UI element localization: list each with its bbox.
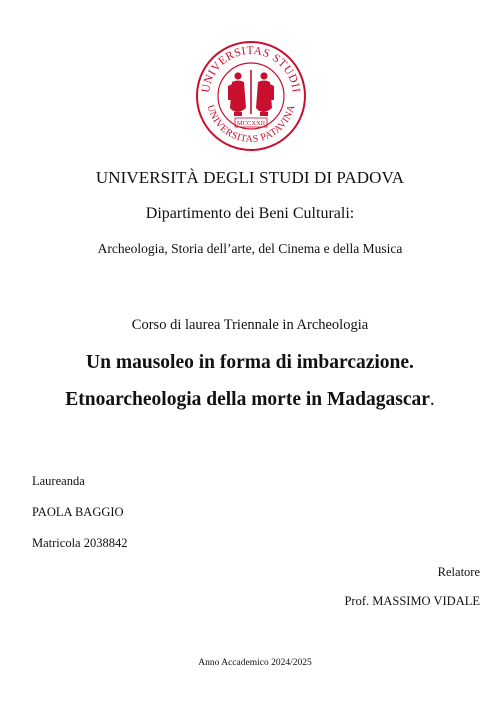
seal-left-figure (228, 72, 246, 116)
thesis-title-line-2 (0, 389, 500, 411)
student-role-label: Laureanda (32, 474, 85, 488)
seal-top-text: UNIVERSITAS STUDII (200, 44, 302, 94)
advisor-name: Prof. MASSIMO VIDALE (344, 594, 480, 608)
academic-year: Anno Accademico 2024/2025 (198, 658, 312, 668)
student-name: PAOLA BAGGIO (32, 505, 124, 519)
thesis-title-period: . (429, 389, 435, 410)
student-matricola: Matricola 2038842 (32, 536, 128, 550)
thesis-title-line-2-text: Etnoarcheologia della morte in Madagascar (65, 389, 430, 410)
thesis-title-line-1: Un mausoleo in forma di imbarcazione. (86, 352, 414, 373)
seal-right-figure (256, 72, 274, 116)
university-name: UNIVERSITÀ DEGLI STUDI DI PADOVA (95, 168, 405, 187)
seal-bottom-text: UNIVERSITAS PATAVINA (204, 103, 298, 146)
university-seal-logo (195, 40, 307, 152)
department-subtitle: Archeologia, Storia dell’arte, del Cinema e della Musica (97, 241, 403, 256)
seal-year: MCCXXII (236, 120, 266, 128)
advisor-role-label: Relatore (437, 565, 480, 579)
course-name: Corso di laurea Triennale in Archeologia (131, 317, 369, 333)
department-name: Dipartimento dei Beni Culturali: (145, 205, 355, 222)
